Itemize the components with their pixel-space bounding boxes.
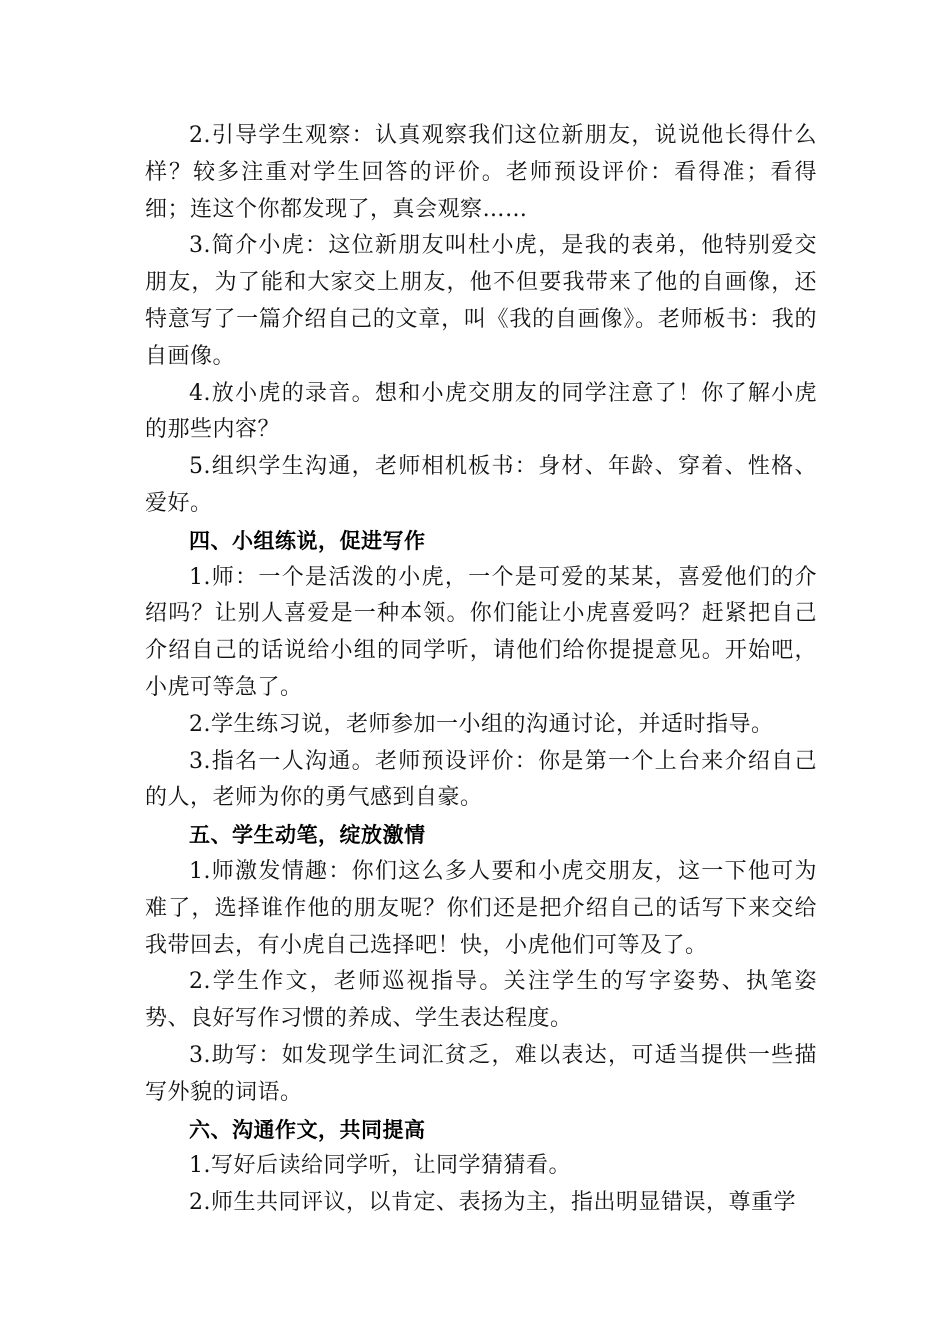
- section-heading-4: 四、小组练说，促进写作: [189, 528, 426, 553]
- section-heading-6: 六、沟通作文，共同提高: [189, 1117, 426, 1142]
- paragraph-writing-help: 3.助写：如发现学生词汇贫乏，难以表达，可适当提供一些描写外貌的词语。: [145, 1042, 817, 1105]
- paragraph-teacher-prompt: 1.师：一个是活泼的小虎，一个是可爱的某某，喜爱他们的介绍吗？让别人喜爱是一种本领。你们能让小虎喜爱吗？赶紧把自己介绍自己的话说给小组的同学听，请他们给你提提意见。开始吧，小虎可等急了。: [145, 564, 817, 700]
- paragraph-stimulate-interest: 1.师激发情趣：你们这么多人要和小虎交朋友，这一下他可为难了，选择谁作他的朋友呢？你们还是把介绍自己的话写下来交给我带回去，有小虎自己选择吧！快，小虎他们可等及了。: [145, 858, 817, 958]
- paragraph-observe: 2.引导学生观察：认真观察我们这位新朋友，说说他长得什么样？较多注重对学生回答的评价。老师预设评价：看得准；看得细；连这个你都发现了，真会观察……: [145, 123, 817, 222]
- paragraph-practice-speaking: 2.学生练习说，老师参加一小组的沟通讨论，并适时指导。: [189, 711, 774, 737]
- document-body: [145, 118, 817, 1222]
- paragraph-play-recording: 4.放小虎的录音。想和小虎交朋友的同学注意了！你了解小虎的那些内容？: [145, 380, 817, 443]
- paragraph-named-student: 3.指名一人沟通。老师预设评价：你是第一个上台来介绍自己的人，老师为你的勇气感到自豪。: [145, 748, 817, 811]
- paragraph-joint-review: 2.师生共同评议，以肯定、表扬为主，指出明显错误，尊重学: [189, 1190, 796, 1216]
- paragraph-read-aloud: 1.写好后读给同学听，让同学猜猜看。: [189, 1153, 571, 1179]
- paragraph-student-writing: 2.学生作文，老师巡视指导。关注学生的写字姿势、执笔姿势、良好写作习惯的养成、学生表达程度。: [145, 969, 817, 1032]
- section-heading-5: 五、学生动笔，绽放激情: [189, 823, 426, 848]
- paragraph-introduce-xiaohu: 3.简介小虎：这位新朋友叫杜小虎，是我的表弟，他特别爱交朋友，为了能和大家交上朋友，他不但要我带来了他的自画像，还特意写了一篇介绍自己的文章，叫《我的自画像》。老师板书：我的自画像。: [145, 233, 817, 369]
- paragraph-organize-communication: 5.组织学生沟通，老师相机板书：身材、年龄、穿着、性格、爱好。: [145, 454, 817, 516]
